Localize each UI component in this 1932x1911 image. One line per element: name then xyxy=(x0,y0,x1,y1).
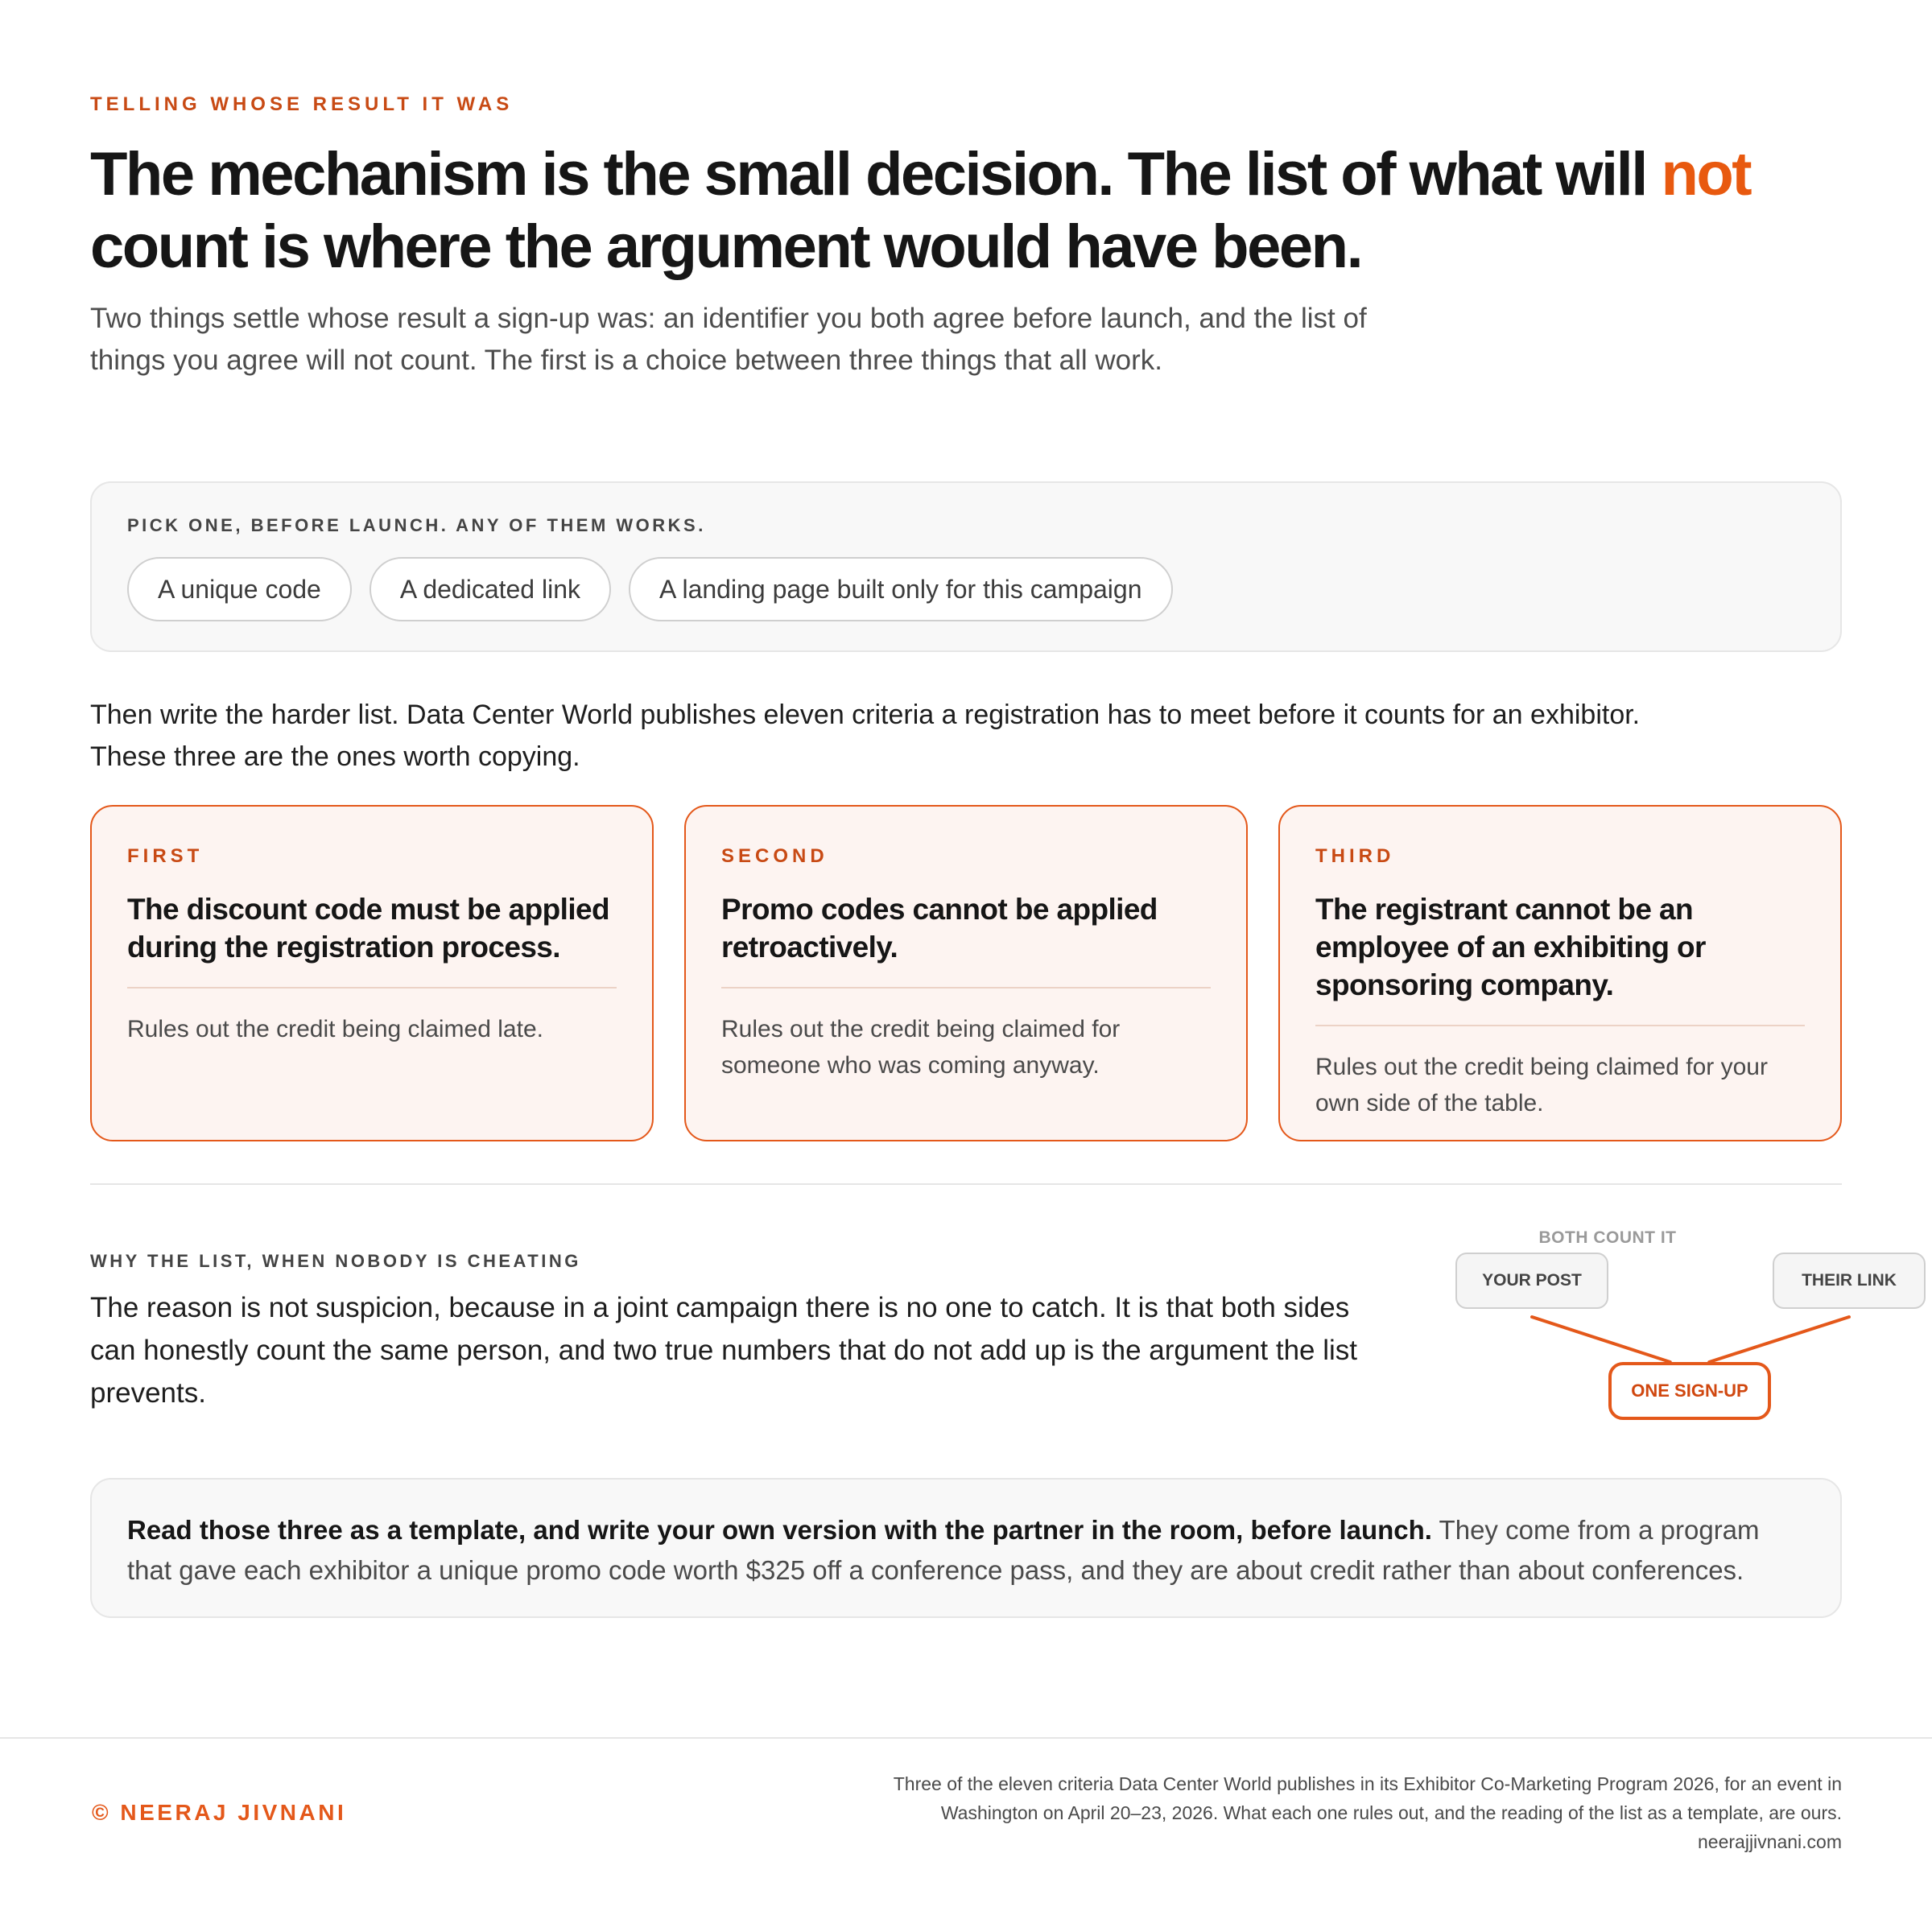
headline-accent: not xyxy=(1661,140,1751,208)
option-pill-dedicated-link: A dedicated link xyxy=(369,557,611,621)
card-divider xyxy=(1315,1025,1805,1026)
copyright: © NEERAJ JIVNANI xyxy=(92,1800,347,1825)
intro-paragraph: Then write the harder list. Data Center World publishes eleven criteria a registration has to meet before it counts for an exhibitor. These three are the ones worth copying. xyxy=(90,700,1641,772)
card-ordinal: FIRST xyxy=(127,845,204,867)
why-label: WHY THE LIST, WHEN NOBODY IS CHEATING xyxy=(90,1251,581,1271)
node-one-sign-up: ONE SIGN-UP xyxy=(1608,1362,1771,1420)
lede: Two things settle whose result a sign-up was: an identifier you both agree before launch, and the list of things you agree will not count. The first is a choice between three things that all work. xyxy=(90,303,1367,376)
footer-divider xyxy=(0,1737,1932,1739)
option-pill-unique-code: A unique code xyxy=(127,557,352,621)
diagram-connectors xyxy=(1362,1217,1853,1426)
node-their-link: THEIR LINK xyxy=(1773,1253,1926,1309)
card-title: Promo codes cannot be applied retroactively. xyxy=(721,893,1158,964)
criterion-card-first xyxy=(90,805,654,1141)
headline-before: The mechanism is the small decision. The list of what will xyxy=(90,140,1662,208)
diagram-top-label: BOTH COUNT IT xyxy=(1538,1228,1677,1247)
connector-left xyxy=(1532,1317,1670,1362)
card-ordinal: THIRD xyxy=(1315,845,1395,867)
note-rest: They come from a program that gave each exhibitor a unique promo code worth $325 off a conference pass, and they are about credit rather than about conferences. xyxy=(127,1515,1760,1585)
attribution-diagram xyxy=(1362,1217,1897,1426)
card-rules-out: Rules out the credit being claimed late. xyxy=(127,1016,543,1042)
why-text: The reason is not suspicion, because in a joint campaign there is no one to catch. It is that both sides can honestly count the same person, and two true numbers that do not add up is the argument the list prevents. xyxy=(90,1292,1358,1409)
card-divider xyxy=(721,987,1211,989)
headline xyxy=(90,138,1842,283)
credit-line: Washington on April 20–23, 2026. What each one rules out, and the reading of the list as a template, are ours. xyxy=(940,1802,1842,1823)
criterion-card-third xyxy=(1278,805,1842,1141)
node-your-post: YOUR POST xyxy=(1455,1253,1608,1309)
card-rules-out: Rules out the credit being claimed for someone who was coming anyway. xyxy=(721,1016,1121,1079)
credit-line: Three of the eleven criteria Data Center World publishes in its Exhibitor Co-Marketing Program 2026, for an event in xyxy=(893,1773,1842,1794)
template-note xyxy=(90,1478,1842,1618)
headline-after: count is where the argument would have been. xyxy=(90,213,1362,281)
card-title: The discount code must be applied during the registration process. xyxy=(127,893,609,964)
option-pill-landing-page: A landing page built only for this campaign xyxy=(629,557,1173,621)
connector-right xyxy=(1709,1317,1849,1362)
card-rules-out: Rules out the credit being claimed for your own side of the table. xyxy=(1315,1054,1768,1116)
section-divider xyxy=(90,1183,1842,1185)
note-bold: Read those three as a template, and write your own version with the partner in the room, before launch. xyxy=(127,1515,1432,1545)
card-title: The registrant cannot be an employee of an exhibiting or sponsoring company. xyxy=(1315,893,1706,1001)
pick-one-panel xyxy=(90,481,1842,652)
pick-label: PICK ONE, BEFORE LAUNCH. ANY OF THEM WORKS. xyxy=(127,515,706,535)
criterion-card-second xyxy=(684,805,1248,1141)
credit-url: neerajjivnani.com xyxy=(1698,1831,1842,1852)
eyebrow: TELLING WHOSE RESULT IT WAS xyxy=(90,93,514,115)
source-credit xyxy=(715,1769,1842,1856)
option-pills xyxy=(127,557,1173,621)
card-divider xyxy=(127,987,617,989)
card-ordinal: SECOND xyxy=(721,845,828,867)
